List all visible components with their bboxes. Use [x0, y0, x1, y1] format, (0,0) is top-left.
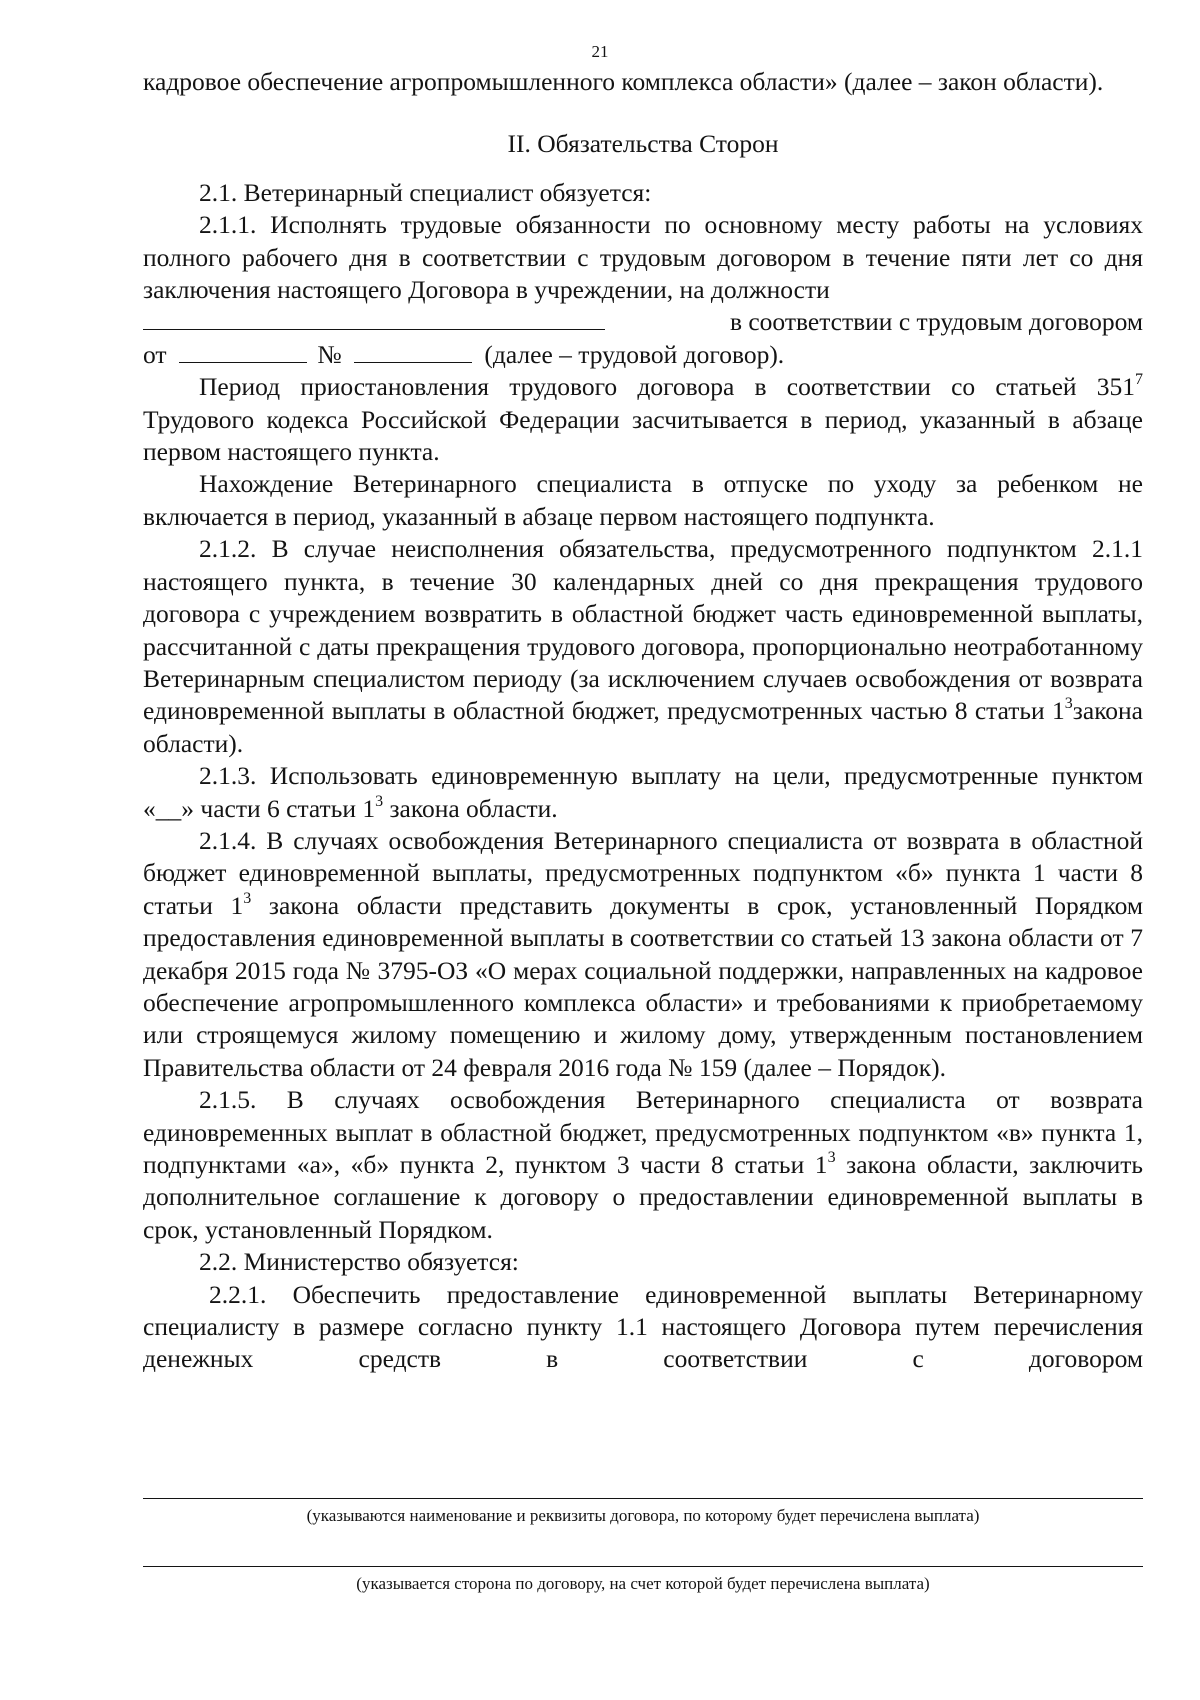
article-superscript: 3 [1064, 695, 1073, 713]
article-superscript: 7 [1135, 371, 1143, 389]
leave-paragraph: Нахождение Ветеринарного специалиста в отпуске по уходу за ребенком не включается в период, указанный в абзаце первом настоящего подпункта. [143, 469, 1143, 531]
contract-date-blank [179, 340, 307, 363]
recipient-caption: (указывается сторона по договору, на счет которой будет перечислена выплата) [356, 1574, 930, 1593]
article-superscript: 3 [827, 1149, 836, 1166]
page-number: 21 [591, 42, 609, 61]
contract-details-caption: (указываются наименование и реквизиты договора, по которому будет перечислена выплата) [306, 1506, 980, 1525]
clause-2-1-4 [143, 825, 1143, 1084]
clause-2-2-1: 2.2.1. Обеспечить предоставление единовременной выплаты Ветеринарному специалисту в размере согласно пункту 1.1 настоящего Договора путем перечисления денежных средств в соответствии с договором [143, 1279, 1143, 1374]
clause-2-1-2 [143, 533, 1143, 760]
clause-2-2: 2.2. Министерство обязуется: [199, 1247, 519, 1277]
contract-ref-line [143, 339, 1143, 371]
position-line [143, 306, 1143, 338]
article-superscript: 3 [375, 792, 384, 810]
clause-2-1: 2.1. Ветеринарный специалист обязуется: [199, 177, 652, 207]
clause-2-1-5-text: 2.1.5. В случаях освобождения Ветеринарного специалиста от возврата единовременных выплат в областной бюджет, предусмотренных подпунктом «в» пункта 1, подпунктами «а», «б» пункта 2, пунктом 3 части 8 статьи 1 [143, 1085, 1143, 1179]
clause-2-1-5-end: закона области, заключить дополнительное соглашение к договору о предоставлении единовременной выплаты в срок, установленный Порядком. [143, 1150, 1143, 1244]
clause-2-1-2-end: закона области). [143, 696, 1143, 758]
recipient-line [143, 1566, 1143, 1567]
clause-2-1-4-text: 2.1.4. В случаях освобождения Ветеринарного специалиста от возврата в областной бюджет единовременной выплаты, предусмотренных подпунктом «б» пункта 1 части 8 статьи 1 [143, 825, 1143, 920]
document-body [143, 66, 1143, 1376]
contract-number-blank [354, 340, 472, 363]
clause-2-1-1 [143, 209, 1143, 306]
clause-2-1-2-text: 2.1.2. В случае неисполнения обязательства, предусмотренного подпунктом 2.1.1 настоящего пункта, в течение 30 календарных дней со дня прекращения трудового договора с учреждением возвратить в областной бюджет часть единовременной выплаты, рассчитанной с даты прекращения трудового договора, пропорционально неотработанному Ветеринарным специалистом периоду (за исключением случаев освобождения от возврата единовременной выплаты в областной бюджет, предусмотренных частью 8 статьи 1 [143, 534, 1143, 726]
clause-2-1-3-text: 2.1.3. Использовать единовременную выплату на цели, предусмотренные пунктом «__» части 6 статьи 1 [143, 761, 1143, 823]
contract-details-line [143, 1498, 1143, 1499]
article-superscript: 3 [243, 889, 252, 907]
clause-2-1-3 [143, 760, 1143, 825]
from-label: от [143, 339, 167, 369]
intro-paragraph: кадровое обеспечение агропромышленного комплекса области» (далее – закон области). [143, 67, 1104, 96]
clause-2-1-4-end: закона области представить документы в срок, установленный Порядком предоставления единовременной выплаты в соответствии со статьей 13 закона области от 7 декабря 2015 года № 3795-ОЗ «О мерах социальной поддержки, направленных на кадровое обеспечение агропромышленного комплекса области» и требованиями к приобретаемому или строящемуся жилому помещению и жилому дому, утвержденным постановлением Правительства области от 24 февраля 2016 года № 159 (далее – Порядок). [143, 890, 1144, 1082]
period-text: Период приостановления трудового договора в соответствии со статьей 351 [199, 372, 1135, 402]
contract-ref-tail: (далее – трудовой договор). [484, 339, 785, 369]
clause-2-1-3-end: закона области. [383, 793, 558, 823]
period-text-end: Трудового кодекса Российской Федерации засчитывается в период, указанный в абзаце первом настоящего пункта. [143, 404, 1143, 467]
clause-2-1-1-text: 2.1.1. Исполнять трудовые обязанности по основному месту работы на условиях полного рабочего дня в соответствии с трудовым договором в течение пяти лет со дня заключения настоящего Договора в учреждении, на должности [143, 210, 1143, 305]
number-label: № [317, 339, 342, 369]
clause-2-1-5 [143, 1084, 1143, 1246]
position-line-text: в соответствии с трудовым договором [729, 307, 1143, 337]
period-paragraph [143, 371, 1143, 468]
position-blank [143, 307, 605, 330]
section-heading: II. Обязательства Сторон [507, 129, 779, 159]
